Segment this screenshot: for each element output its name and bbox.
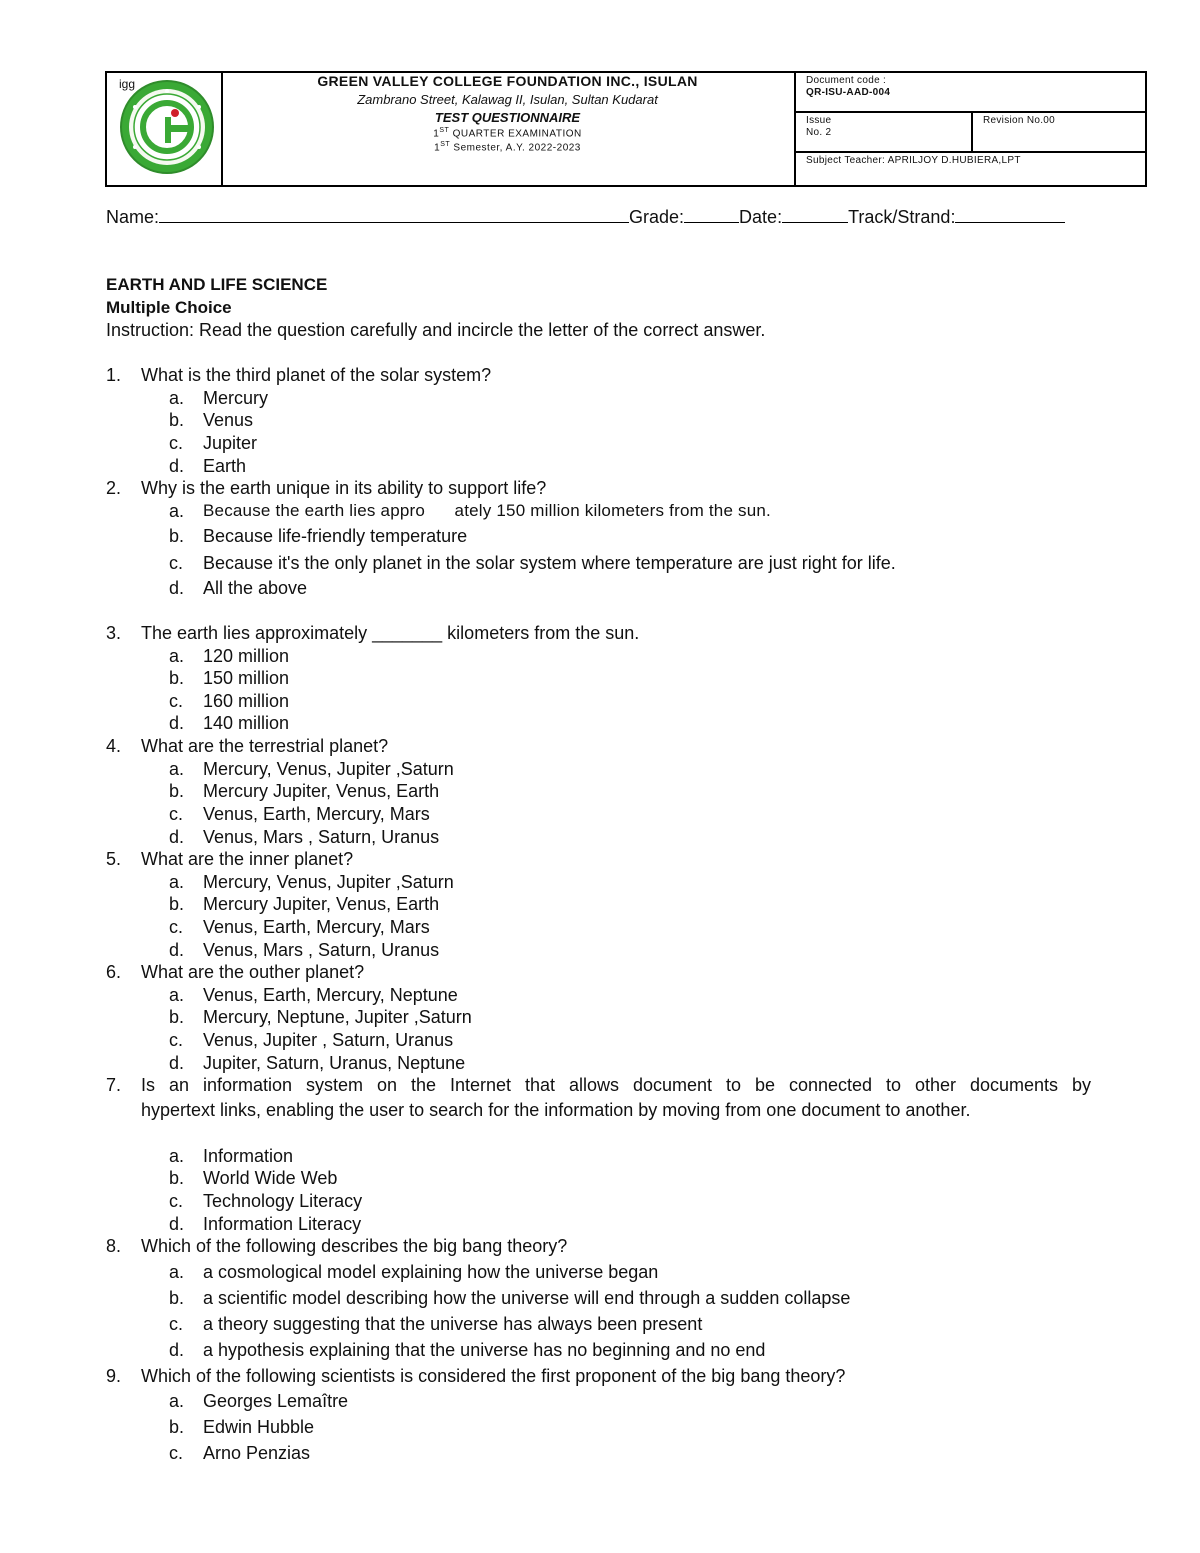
option-letter: a. <box>169 646 185 666</box>
grade-field[interactable] <box>684 206 739 223</box>
question-number: 7. <box>106 1075 122 1095</box>
option-text: Because life-friendly temperature <box>203 526 468 546</box>
option-letter: b. <box>169 410 185 430</box>
option-letter: c. <box>169 1191 184 1211</box>
option-text: Mercury, Venus, Jupiter ,Saturn <box>203 759 454 779</box>
subject-title: EARTH AND LIFE SCIENCE <box>106 275 328 294</box>
option-text: 150 million <box>203 668 290 688</box>
exam-quarter: 1ST QUARTER EXAMINATION <box>433 127 582 140</box>
option-text: Because it's the only planet in the solar system where temperature are just right for life. <box>203 553 896 573</box>
option-text: Venus, Jupiter , Saturn, Uranus <box>203 1030 454 1050</box>
option-letter: a. <box>169 1391 185 1411</box>
option-text: Technology Literacy <box>203 1191 363 1211</box>
option-letter: a. <box>169 501 185 521</box>
question-text: What are the outher planet? <box>141 962 365 982</box>
question-text: What is the third planet of the solar system? <box>141 365 492 385</box>
doc-code-label: Document code : <box>806 75 887 86</box>
option-text: 160 million <box>203 691 290 711</box>
subject-teacher: Subject Teacher: APRILJOY D.HUBIERA,LPT <box>806 155 1021 166</box>
option-letter: c. <box>169 1030 184 1050</box>
option-letter: c. <box>169 1443 184 1463</box>
question-number: 1. <box>106 365 122 385</box>
section-type: Multiple Choice <box>106 298 232 317</box>
option-letter: d. <box>169 1340 185 1360</box>
school-name: GREEN VALLEY COLLEGE FOUNDATION INC., ISULAN <box>317 73 698 89</box>
option-text: Mercury Jupiter, Venus, Earth <box>203 894 440 914</box>
option-text: Georges Lemaître <box>203 1391 349 1411</box>
document-type: TEST QUESTIONNAIRE <box>434 110 581 125</box>
option-letter: d. <box>169 1053 185 1073</box>
option-letter: a. <box>169 759 185 779</box>
option-text: 140 million <box>203 713 290 733</box>
option-text: Mercury Jupiter, Venus, Earth <box>203 781 440 801</box>
option-text: a hypothesis explaining that the universe has no beginning and no end <box>203 1340 766 1360</box>
option-letter: b. <box>169 894 185 914</box>
question-text: The earth lies approximately _______ kilometers from the sun. <box>141 623 640 643</box>
option-letter: c. <box>169 691 184 711</box>
issue-number: No. 2 <box>806 127 832 138</box>
question-text: Which of the following scientists is considered the first proponent of the big bang theory? <box>141 1366 846 1386</box>
question-number: 2. <box>106 478 122 498</box>
option-letter: d. <box>169 1214 185 1234</box>
option-letter: a. <box>169 1146 185 1166</box>
option-text: Mercury, Neptune, Jupiter ,Saturn <box>203 1007 472 1027</box>
option-letter: c. <box>169 433 184 453</box>
option-text: Arno Penzias <box>203 1443 311 1463</box>
date-field[interactable] <box>782 206 848 223</box>
revision-number: Revision No.00 <box>983 115 1056 126</box>
option-text: 120 million <box>203 646 290 666</box>
option-letter: d. <box>169 940 185 960</box>
question-text: Is an information system on the Internet that allows document to be connected to other documents by <box>141 1075 1091 1095</box>
teacher-row <box>796 153 1145 185</box>
school-logo <box>117 77 217 177</box>
option-letter: c. <box>169 553 184 573</box>
option-text: Mercury, Venus, Jupiter ,Saturn <box>203 872 454 892</box>
option-letter: b. <box>169 781 185 801</box>
issue-row <box>796 113 1145 153</box>
option-letter: d. <box>169 456 185 476</box>
school-info-cell <box>221 73 796 185</box>
question-text: What are the terrestrial planet? <box>141 736 389 756</box>
instruction: Instruction: Read the question carefully and incircle the letter of the correct answer. <box>106 320 766 340</box>
document-header <box>105 71 1147 187</box>
question-number: 3. <box>106 623 122 643</box>
option-text: a cosmological model explaining how the universe began <box>203 1262 659 1282</box>
question-number: 4. <box>106 736 122 756</box>
option-text: World Wide Web <box>203 1168 338 1188</box>
option-letter: b. <box>169 668 185 688</box>
option-text: Venus, Earth, Mercury, Mars <box>203 804 430 824</box>
option-letter: b. <box>169 1288 185 1308</box>
option-text: Venus, Mars , Saturn, Uranus <box>203 940 440 960</box>
logo-cell <box>107 73 223 185</box>
option-text: Edwin Hubble <box>203 1417 315 1437</box>
option-letter: d. <box>169 827 185 847</box>
option-text: Jupiter, Saturn, Uranus, Neptune <box>203 1053 466 1073</box>
question-number: 8. <box>106 1236 122 1256</box>
name-label: Name: <box>106 207 160 227</box>
option-text: All the above <box>203 578 308 598</box>
semester: 1ST Semester, A.Y. 2022-2023 <box>434 141 581 154</box>
track-label: Track/Strand: <box>848 207 956 227</box>
option-text: a scientific model describing how the universe will end through a sudden collapse <box>203 1288 851 1308</box>
school-address: Zambrano Street, Kalawag II, Isulan, Sultan Kudarat <box>357 92 658 107</box>
grade-label: Grade: <box>629 207 685 227</box>
option-text: Venus, Mars , Saturn, Uranus <box>203 827 440 847</box>
doc-code-row <box>796 73 1145 113</box>
option-letter: c. <box>169 917 184 937</box>
issue-label: Issue <box>806 115 832 126</box>
question-text-continued: hypertext links, enabling the user to search for the information by moving from one document to another. <box>141 1100 971 1120</box>
option-text: Venus, Earth, Mercury, Neptune <box>203 985 458 1005</box>
option-letter: b. <box>169 1007 185 1027</box>
name-field[interactable] <box>159 206 629 223</box>
option-text: Jupiter <box>203 433 258 453</box>
option-letter: a. <box>169 872 185 892</box>
question-text: Why is the earth unique in its ability to support life? <box>141 478 547 498</box>
option-text: Venus, Earth, Mercury, Mars <box>203 917 430 937</box>
option-letter: a. <box>169 388 185 408</box>
option-letter: d. <box>169 713 185 733</box>
option-letter: b. <box>169 1417 185 1437</box>
student-info-line <box>106 206 1065 228</box>
option-letter: b. <box>169 526 185 546</box>
date-label: Date: <box>739 207 783 227</box>
option-text: Mercury <box>203 388 269 408</box>
question-number: 9. <box>106 1366 122 1386</box>
option-text: Venus <box>203 410 254 430</box>
document-meta-cell <box>796 73 1145 185</box>
option-letter: c. <box>169 1314 184 1334</box>
logo-tag: igg <box>119 77 136 91</box>
option-text: Information <box>203 1146 294 1166</box>
question-number: 5. <box>106 849 122 869</box>
option-letter: a. <box>169 1262 185 1282</box>
option-text: Earth <box>203 456 247 476</box>
option-text: Information Literacy <box>203 1214 362 1234</box>
option-text: a theory suggesting that the universe has always been present <box>203 1314 703 1334</box>
question-number: 6. <box>106 962 122 982</box>
doc-code: QR-ISU-AAD-004 <box>806 87 891 98</box>
question-text: Which of the following describes the big bang theory? <box>141 1236 568 1256</box>
question-text: What are the inner planet? <box>141 849 354 869</box>
option-letter: a. <box>169 985 185 1005</box>
option-letter: b. <box>169 1168 185 1188</box>
option-text: Because the earth lies appro ately 150 million kilometers from the sun. <box>203 501 771 520</box>
option-letter: c. <box>169 804 184 824</box>
option-letter: d. <box>169 578 185 598</box>
track-field[interactable] <box>955 206 1065 223</box>
